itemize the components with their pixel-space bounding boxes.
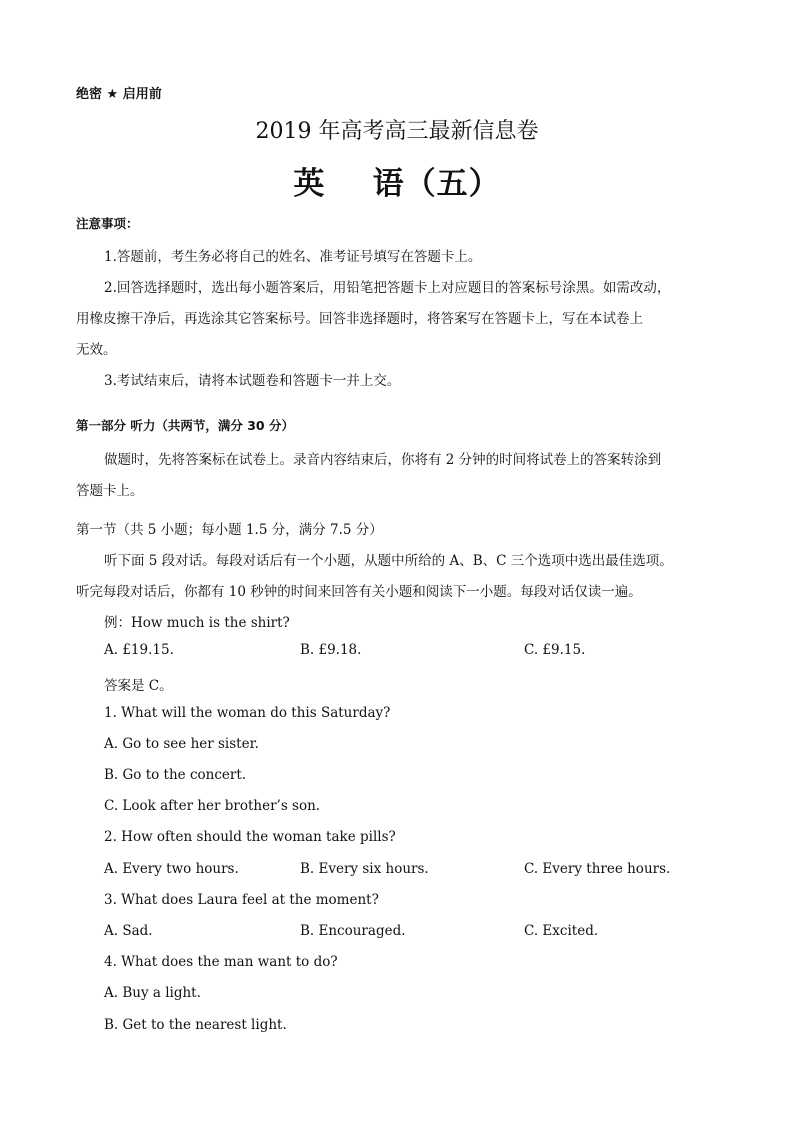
example-option-c: C. £9.15. — [524, 642, 586, 658]
q1-question: 1. What will the woman do this Saturday? — [104, 705, 391, 721]
q4-option-b: B. Get to the nearest light. — [104, 1017, 287, 1033]
section1-intro-line-2: 听完每段对话后，你都有 10 秒钟的时间来回答有关小题和阅读下一小题。每段对话仅读一遍。 — [76, 584, 642, 600]
part1-intro-line-2: 答题卡上。 — [76, 483, 144, 499]
q2-option-b: B. Every six hours. — [300, 861, 429, 877]
section1-heading: 第一节（共 5 小题；每小题 1.5 分，满分 7.5 分） — [76, 522, 383, 538]
confidential-label: 绝密 ★ 启用前 — [76, 87, 162, 102]
notice-item-3: 3.考试结束后，请将本试题卷和答题卡一并上交。 — [104, 373, 401, 389]
example-option-b: B. £9.18. — [300, 642, 362, 658]
q2-option-c: C. Every three hours. — [524, 861, 671, 877]
part1-heading: 第一部分 听力（共两节，满分 30 分） — [76, 418, 294, 433]
notice-item-1: 1.答题前，考生务必将自己的姓名、准考证号填写在答题卡上。 — [104, 249, 482, 265]
q2-option-a: A. Every two hours. — [104, 861, 239, 877]
q1-option-c: C. Look after her brother’s son. — [104, 798, 321, 814]
notice-item-2-line-3: 无效。 — [76, 342, 117, 358]
notice-item-2-line-2: 用橡皮擦干净后，再选涂其它答案标号。回答非选择题时，将答案写在答题卡上，写在本试卷上 — [76, 311, 643, 327]
q3-option-b: B. Encouraged. — [300, 923, 406, 939]
q4-question: 4. What does the man want to do? — [104, 954, 338, 970]
q1-option-a: A. Go to see her sister. — [104, 736, 259, 752]
exam-title: 2019 年高考高三最新信息卷 — [255, 119, 539, 144]
q4-option-a: A. Buy a light. — [104, 985, 201, 1001]
subject-title: 英 语（五） — [293, 166, 501, 202]
example-option-a: A. £19.15. — [104, 642, 174, 658]
section1-intro-line-1: 听下面 5 段对话。每段对话后有一个小题，从题中所给的 A、B、C 三个选项中选出最佳选项。 — [104, 553, 673, 569]
q3-option-a: A. Sad. — [104, 923, 153, 939]
q1-option-b: B. Go to the concert. — [104, 767, 247, 783]
part1-intro-line-1: 做题时，先将答案标在试卷上。录音内容结束后，你将有 2 分钟的时间将试卷上的答案转涂到 — [104, 452, 662, 468]
q3-option-c: C. Excited. — [524, 923, 599, 939]
q3-question: 3. What does Laura feel at the moment? — [104, 892, 379, 908]
q2-question: 2. How often should the woman take pills? — [104, 829, 396, 845]
notice-heading: 注意事项： — [76, 216, 139, 231]
example-question: 例：How much is the shirt? — [104, 615, 290, 631]
notice-item-2-line-1: 2.回答选择题时，选出每小题答案后，用铅笔把答题卡上对应题目的答案标号涂黑。如需改动， — [104, 280, 671, 296]
example-answer: 答案是 C。 — [104, 678, 173, 694]
